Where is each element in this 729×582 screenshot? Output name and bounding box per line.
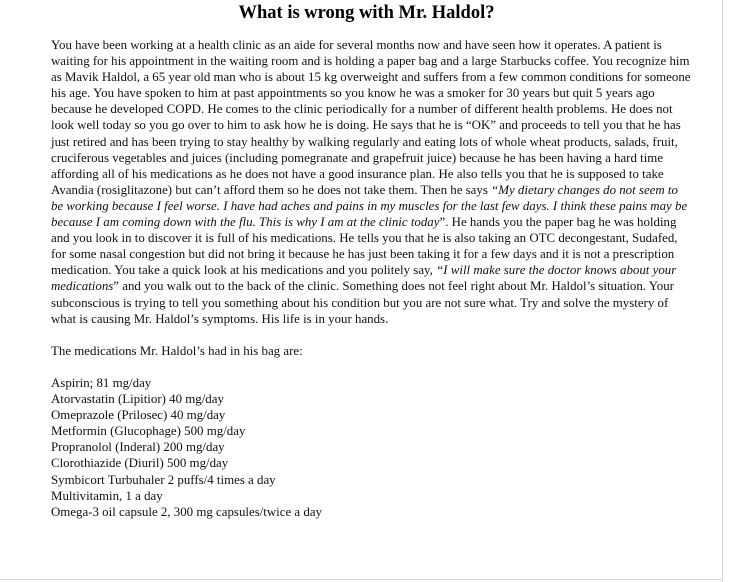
paragraph-part-2: ”. He hands you the paper bag he was holding and you look in to discover it is full of his medications. He tells you that he is also taking an OTC decongestant, Sudafed, for some nasal congestion but did not bring it because he has just been taking it for a few days and it is not a prescription medication. You take a quick look at his medications and you politely say, bbox=[51, 215, 678, 278]
document-body bbox=[51, 37, 691, 520]
case-paragraph bbox=[51, 37, 691, 327]
paragraph-part-3: ” and you walk out to the back of the clinic. Something does not feel right about Mr. Haldol’s situation. Your subconscious is trying to tell you something about his condition but you are not sure what. Try and solve the mystery of what is causing Mr. Haldol’s symptoms. His life is in your hands. bbox=[51, 279, 674, 326]
paragraph-spacer bbox=[51, 327, 691, 343]
aide-quote: “I will make sure the doctor knows about your medications bbox=[51, 263, 677, 294]
medication-item: Symbicort Turbuhaler 2 puffs/4 times a day bbox=[51, 472, 276, 487]
medication-item: Multivitamin, 1 a day bbox=[51, 488, 163, 503]
medication-item: Omega-3 oil capsule 2, 300 mg capsules/twice a day bbox=[51, 504, 322, 519]
medications-intro: The medications Mr. Haldol’s had in his bag are: bbox=[51, 343, 303, 358]
medication-item: Atorvastatin (Lipitior) 40 mg/day bbox=[51, 392, 224, 407]
medication-item: Omeprazole (Prilosec) 40 mg/day bbox=[51, 408, 226, 423]
medication-item: Metformin (Glucophage) 500 mg/day bbox=[51, 424, 246, 439]
page-bottom-edge bbox=[0, 579, 723, 580]
medication-item: Clorothiazide (Diuril) 500 mg/day bbox=[51, 456, 229, 471]
paragraph-part-1: You have been working at a health clinic as an aide for several months now and have seen how it operates. A patient is waiting for his appointment in the waiting room and is holding a paper bag and a large Starbucks coffee. You recognize him as Mavik Haldol, a 65 year old man who is about 15 kg overweight and suffers from a few common conditions for someone his age. You have spoken to him at past appointments so you know he was a smoker for 30 years but quit 5 years ago because he developed COPD. He comes to the clinic periodically for a number of different health problems. He does not look well today so you go over to him to ask how he is doing. He says that he is “OK” and proceeds to tell you that he has just retired and has been trying to stay healthy by walking regularly and eating lots of whole wheat products, salads, fruit, cruciferous vegetables and juices (including pomegranate and grapefruit juice) because he has been having a hard time affording all of his medications as he does not have a good insurance plan. He also tells you that he is supposed to take Avandia (rosiglitazone) but can’t afford them so he does not take them. Then he says bbox=[51, 38, 691, 197]
document-title: What is wrong with Mr. Haldol? bbox=[238, 3, 495, 23]
patient-quote: “My dietary changes do not seem to be working because I feel worse. I have had aches and pains in my muscles for the last few days. I think these pains may be because I am coming down with the flu. This is why I am at the clinic today bbox=[51, 182, 688, 230]
medication-item: Aspirin; 81 mg/day bbox=[51, 375, 152, 390]
medication-item: Propranolol (Inderal) 200 mg/day bbox=[51, 440, 225, 455]
medication-list bbox=[51, 375, 691, 520]
page-right-edge bbox=[722, 0, 723, 582]
list-spacer bbox=[51, 359, 691, 375]
